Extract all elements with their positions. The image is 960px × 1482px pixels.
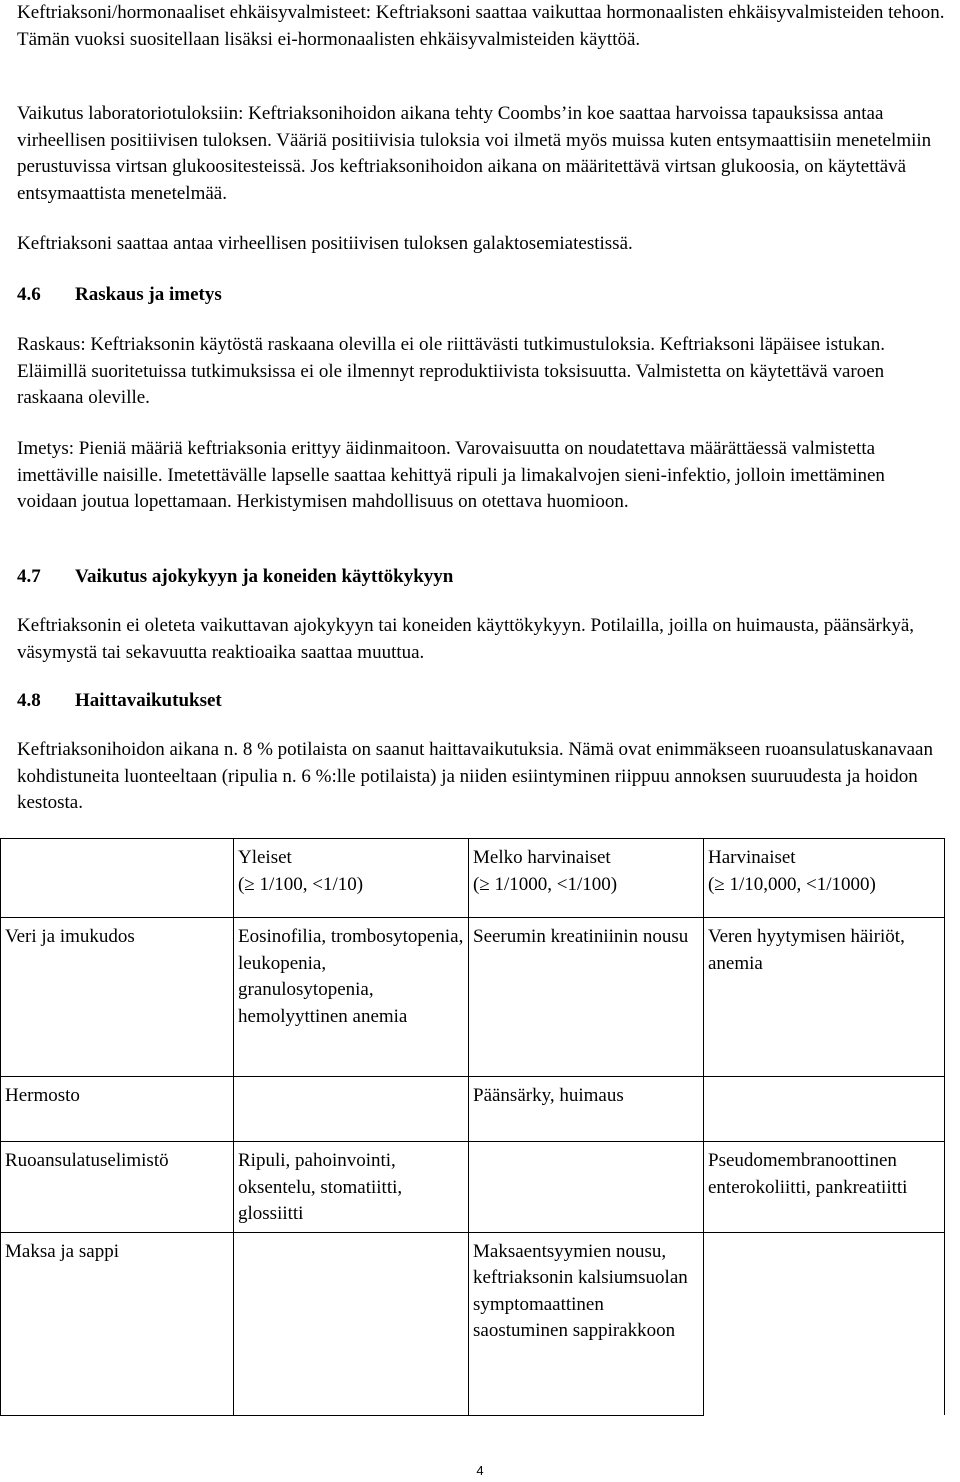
header-cell-uncommon: Melko harvinaiset (≥ 1/1000, <1/100) bbox=[469, 839, 704, 918]
header-cell-common: Yleiset (≥ 1/100, <1/10) bbox=[234, 839, 469, 918]
paragraph-lab-results: Vaikutus laboratoriotuloksiin: Keftriaksonihoidon aikana tehty Coombs’in koe saattaa harvoissa tapauksissa antaa virheellisen positiivisen tuloksen. Vääriä positiivisia tuloksia voi ilmetä myös muissa kuten entsymaattisiin menetelmiin perustuvissa virtsan glukoositesteissä. Jos keftriaksonihoidon aikana on määritettävä virtsan glukoosia, on käytettävä entsymaattista menetelmää. bbox=[17, 103, 932, 204]
organ-cell: Maksa ja sappi bbox=[1, 1232, 234, 1415]
uncommon-cell: Maksaentsyymien nousu, keftriaksonin kalsiumsuolan symptomaattinen saostuminen sappirakkoon bbox=[469, 1232, 704, 1415]
paragraph-driving: Keftriaksonin ei oleteta vaikuttavan ajokykyyn tai koneiden käyttökykyyn. Potilailla, joilla on huimausta, päänsärkyä, väsymystä tai sekavuutta reaktioaika saattaa muuttua. bbox=[17, 615, 914, 663]
table-row bbox=[1, 1142, 945, 1233]
rare-cell bbox=[704, 1077, 945, 1142]
common-cell bbox=[234, 1232, 469, 1415]
section-heading-4-8 bbox=[17, 688, 947, 715]
table-row bbox=[1, 1232, 945, 1415]
uncommon-cell bbox=[469, 1142, 704, 1233]
section-number: 4.8 bbox=[17, 690, 41, 711]
paragraph-lactation: Imetys: Pieniä määriä keftriaksonia erittyy äidinmaitoon. Varovaisuutta on noudatettava määrättäessä valmistetta imettäville naisille. Imetettävälle lapselle saattaa kehittyä ripuli ja limakalvojen sieni-infektio, jolloin imettäminen voidaan joutua lopettamaan. Herkistymisen mahdollisuus on otettava huomioon. bbox=[17, 438, 885, 512]
section-title: Raskaus ja imetys bbox=[75, 284, 222, 305]
rare-cell: Veren hyytymisen häiriöt, anemia bbox=[704, 918, 945, 1077]
uncommon-cell: Seerumin kreatiniinin nousu bbox=[469, 918, 704, 1077]
organ-cell: Hermosto bbox=[1, 1077, 234, 1142]
organ-cell: Ruoansulatuselimistö bbox=[1, 1142, 234, 1233]
adverse-effects-table bbox=[0, 838, 945, 1416]
common-cell: Ripuli, pahoinvointi, oksentelu, stomatiitti, glossiitti bbox=[234, 1142, 469, 1233]
section-number: 4.6 bbox=[17, 284, 41, 305]
rare-cell bbox=[704, 1232, 945, 1415]
common-cell: Eosinofilia, trombosytopenia, leukopenia, granulosytopenia, hemolyyttinen anemia bbox=[234, 918, 469, 1077]
organ-cell: Veri ja imukudos bbox=[1, 918, 234, 1077]
header-cell-rare: Harvinaiset (≥ 1/10,000, <1/1000) bbox=[704, 839, 945, 918]
paragraph-adverse-effects: Keftriaksonihoidon aikana n. 8 % potilaista on saanut haittavaikutuksia. Nämä ovat enimmäkseen ruoansulatuskanavaan kohdistuneita luonteeltaan (ripulia n. 6 %:lle potilaista) ja niiden esiintyminen riippuu annoksen suuruudesta ja hoidon kestosta. bbox=[17, 739, 933, 813]
section-title: Haittavaikutukset bbox=[75, 690, 222, 711]
table-row bbox=[1, 918, 945, 1077]
section-title: Vaikutus ajokykyyn ja koneiden käyttökykyyn bbox=[75, 566, 454, 587]
uncommon-cell: Päänsärky, huimaus bbox=[469, 1077, 704, 1142]
paragraph-hormonal-contraceptives: Keftriaksoni/hormonaaliset ehkäisyvalmisteet: Keftriaksoni saattaa vaikuttaa hormonaalisten ehkäisyvalmisteiden tehoon. Tämän vuoksi suositellaan lisäksi ei-hormonaalisten ehkäisyvalmisteiden käyttöä. bbox=[17, 2, 945, 50]
page-number: 4 bbox=[476, 1463, 484, 1478]
section-heading-4-6 bbox=[17, 282, 947, 309]
section-number: 4.7 bbox=[17, 566, 41, 587]
table-header-row bbox=[1, 839, 945, 918]
header-cell-empty bbox=[1, 839, 234, 918]
paragraph-pregnancy: Raskaus: Keftriaksonin käytöstä raskaana olevilla ei ole riittävästi tutkimustuloksia. Keftriaksoni läpäisee istukan. Eläimillä suoritetuissa tutkimuksissa ei ole ilmennyt reproduktiivista toksisuutta. Valmistetta on käytettävä varoen raskaana oleville. bbox=[17, 334, 885, 408]
section-heading-4-7 bbox=[17, 564, 947, 591]
common-cell bbox=[234, 1077, 469, 1142]
table-row bbox=[1, 1077, 945, 1142]
paragraph-galactosemia: Keftriaksoni saattaa antaa virheellisen positiivisen tuloksen galaktosemiatestissä. bbox=[17, 233, 633, 254]
rare-cell: Pseudomembranoottinen enterokoliitti, pankreatiitti bbox=[704, 1142, 945, 1233]
